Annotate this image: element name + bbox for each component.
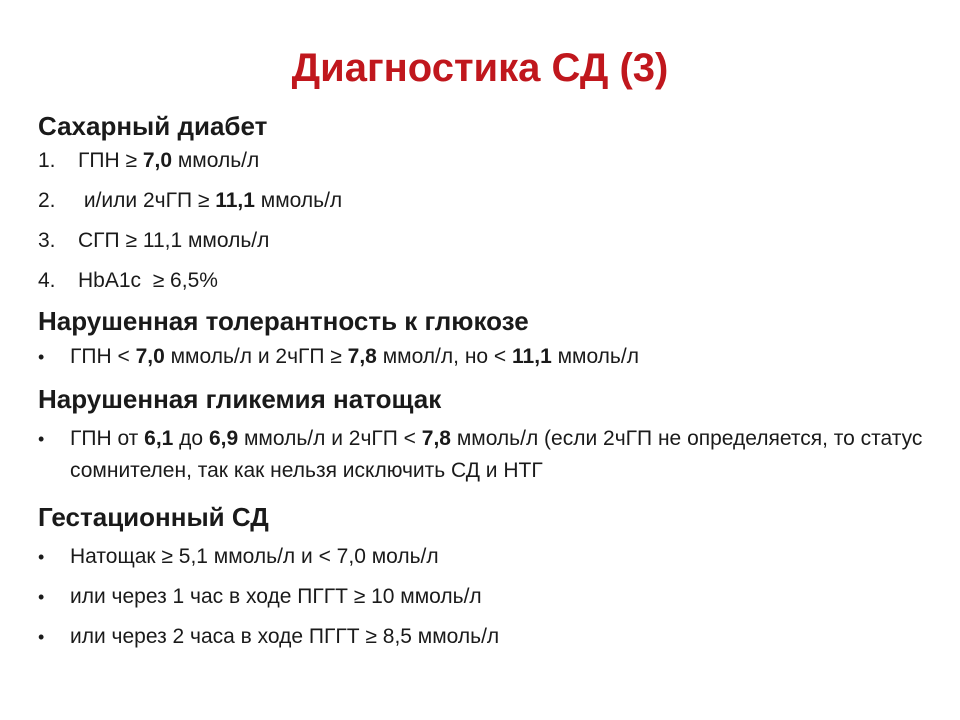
section-heading: Нарушенная толерантность к глюкозе — [38, 306, 529, 336]
list-item — [38, 543, 938, 583]
section-impaired-glucose-tolerance — [38, 303, 938, 381]
item-text: ГПН ≥ 7,0 ммоль/л — [78, 149, 260, 172]
item-number: 2. — [38, 189, 56, 212]
item-text: ГПН < 7,0 ммоль/л и 2чГП ≥ 7,8 ммол/л, но < 11,1 ммоль/л — [70, 345, 639, 368]
section-gestational-diabetes — [38, 499, 938, 659]
section-heading: Гестационный СД — [38, 502, 269, 532]
section-impaired-fasting-glycemia — [38, 381, 938, 495]
list-item — [38, 267, 938, 303]
item-text: СГП ≥ 11,1 ммоль/л — [78, 229, 270, 252]
section-heading: Нарушенная гликемия натощак — [38, 384, 442, 414]
section-heading: Сахарный диабет — [38, 111, 268, 141]
list-item — [38, 423, 938, 495]
bullet-icon: • — [38, 547, 45, 567]
item-number: 1. — [38, 149, 56, 172]
slide-content — [38, 108, 938, 659]
item-text: HbA1c ≥ 6,5% — [78, 269, 218, 292]
bullet-icon: • — [38, 627, 45, 647]
item-text: ГПН от 6,1 до 6,9 ммоль/л и 2чГП < 7,8 ммоль/л (если 2чГП не определяется, то статус сомнителен, так как нельзя исключить СД и НТГ — [70, 427, 923, 482]
item-text: или через 1 час в ходе ПГГТ ≥ 10 ммоль/л — [70, 585, 482, 608]
list-item — [38, 187, 938, 227]
bullet-icon: • — [38, 587, 45, 607]
list-item — [38, 343, 938, 381]
bullet-icon: • — [38, 429, 45, 449]
list-item — [38, 227, 938, 267]
item-text: Натощак ≥ 5,1 ммоль/л и < 7,0 моль/л — [70, 545, 439, 568]
item-number: 3. — [38, 229, 56, 252]
item-text: или через 2 часа в ходе ПГГТ ≥ 8,5 ммоль/л — [70, 625, 500, 648]
list-item — [38, 583, 938, 623]
slide-title: Диагностика СД (3) — [291, 46, 669, 90]
list-item — [38, 147, 938, 187]
item-text: и/или 2чГП ≥ 11,1 ммоль/л — [78, 189, 343, 212]
item-number: 4. — [38, 269, 56, 292]
bullet-icon: • — [38, 347, 45, 367]
list-item — [38, 623, 938, 659]
section-diabetes — [38, 108, 938, 303]
